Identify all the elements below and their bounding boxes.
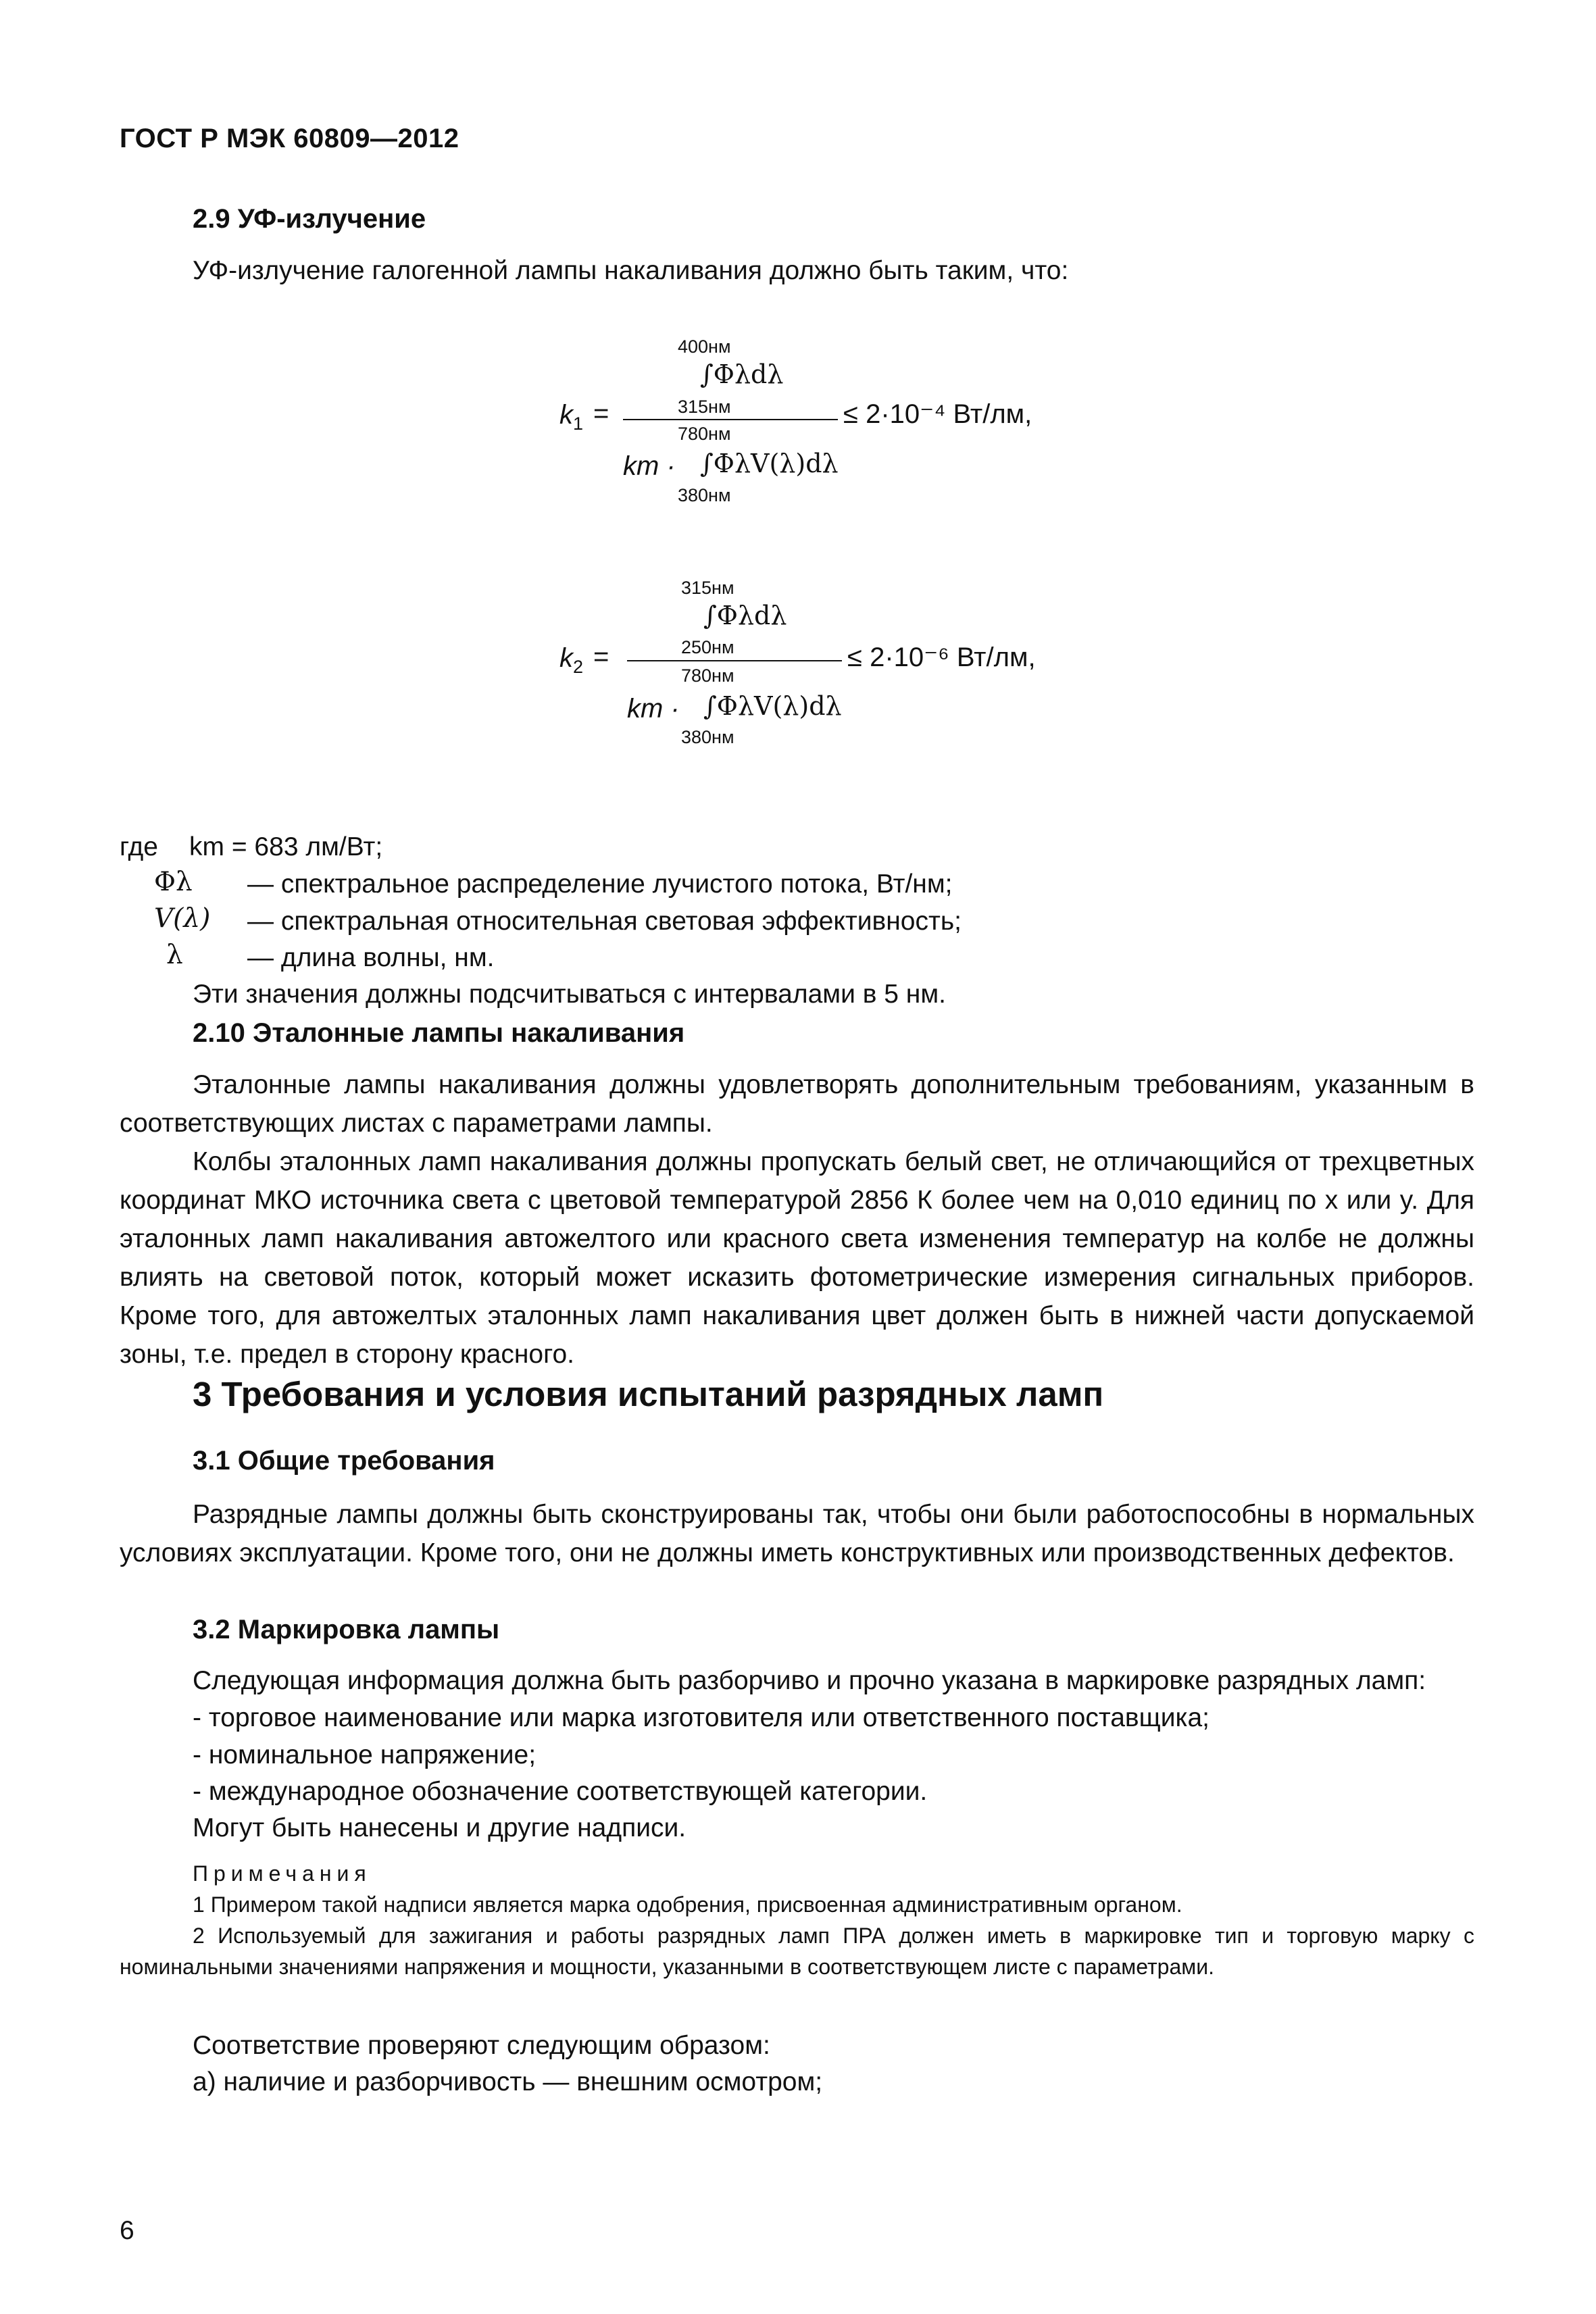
section-3-1-paragraph: Разрядные лампы должны быть сконструированы так, чтобы они были работоспособны в нормальных условиях эксплуатации. Кроме того, они не должны иметь конструктивных или производственных дефектов. [120,1500,1474,1567]
def-phi-text: — спектральное распределение лучистого потока, Вт/нм; [247,870,953,899]
def-lambda-symbol: λ [166,940,183,970]
page-number: 6 [120,2216,134,2245]
formula-k1-den-integrand: ∫ΦλV(λ)dλ [700,449,839,478]
formula-k1-num-lower-limit: 315нм [678,397,731,417]
section-3-1-heading: 3.1 Общие требования [193,1446,495,1476]
where-km-definition: km = 683 лм/Вт; [189,832,383,861]
note-1: 1 Примером такой надписи является марка одобрения, присвоенная административным органом. [193,1892,1182,1917]
formula-k1-num-integrand: ∫Φλdλ [700,359,784,389]
section-3-2-intro: Следующая информация должна быть разборчиво и прочно указана в маркировке разрядных ламп: [193,1666,1426,1695]
formula-k2-den-integrand: ∫ΦλV(λ)dλ [703,691,842,721]
formula-k2-den-km: km · [627,694,680,724]
formula-k2-num-integrand: ∫Φλdλ [703,601,787,630]
def-v-lambda-text: — спектральная относительная световая эффективность; [247,907,962,936]
section-3-heading: 3 Требования и условия испытаний разрядных ламп [193,1375,1104,1413]
formula-k1-fraction-bar [623,419,838,420]
notes-block [120,1858,1474,1982]
formula-k1-rhs: ≤ 2·10⁻⁴ Вт/лм, [843,399,1032,429]
where-prefix: где [120,832,158,861]
section-3-2-list-item-2: - номинальное напряжение; [193,1740,537,1769]
formula-k1-equals: = [593,399,609,428]
def-lambda-text: — длина волны, нм. [247,943,495,972]
document-header: ГОСТ Р МЭК 60809—2012 [120,124,459,153]
section-2-10-paragraph-2: Колбы эталонных ламп накаливания должны пропускать белый свет, не отличающийся от трехцветных координат МКО источника света с цветовой температурой 2856 К более чем на 0,010 единиц по x или y. Для эталонных ламп накаливания автожелтого или красного света изменения температур на колбе не должны влиять на световой поток, который может исказить фотометрические измерения сигнальных приборов. Кроме того, для автожелтых эталонных ламп накаливания цвет должен быть в нижней части допускаемой зоны, т.е. предел в сторону красного. [120,1147,1474,1369]
formula-k2-equals: = [593,642,609,672]
formula-k2-den-upper-limit: 780нм [681,665,734,686]
formula-k1-den-km: km · [623,451,676,481]
check-item-a: а) наличие и разборчивость — внешним осмотром; [193,2067,823,2096]
section-2-10-heading: 2.10 Эталонные лампы накаливания [193,1018,685,1048]
section-3-2-list-item-3: - международное обозначение соответствующей категории. [193,1777,928,1806]
formula-k1-num-upper-limit: 400нм [678,336,731,357]
formula-k2-den-lower-limit: 380нм [681,727,734,747]
section-3-2-heading: 3.2 Маркировка лампы [193,1615,500,1644]
formula-k1-symbol: k [559,400,573,430]
section-2-10-paragraph-1: Эталонные лампы накаливания должны удовлетворять дополнительным требованиям, указанным в соответствующих листах с параметрами лампы. [120,1070,1474,1138]
formula-k2-fraction-bar [627,660,842,661]
notes-title: Примечания [193,1861,372,1886]
section-3-1-body [120,1495,1474,1572]
check-intro: Соответствие проверяют следующим образом: [193,2031,770,2060]
formula-k1-subscript: 1 [573,413,584,434]
section-3-2-list-item-1: - торговое наименование или марка изготовителя или ответственного поставщика; [193,1703,1210,1732]
def-phi-symbol: Φλ [154,867,193,897]
def-v-lambda-symbol: V(λ) [154,903,211,934]
formula-k2-num-lower-limit: 250нм [681,637,734,657]
interval-note: Эти значения должны подсчитываться с интервалами в 5 нм. [193,980,946,1009]
section-2-9-heading: 2.9 УФ-излучение [193,204,426,234]
formula-k2-rhs: ≤ 2·10⁻⁶ Вт/лм, [847,643,1036,672]
formula-k1-den-upper-limit: 780нм [678,424,731,444]
formula-k2-num-upper-limit: 315нм [681,578,734,598]
note-2: 2 Используемый для зажигания и работы разрядных ламп ПРА должен иметь в маркировке тип и торговую марку с номинальными значениями напряжения и мощности, указанными в соответствующем листе с параметрами. [120,1923,1474,1979]
section-3-2-other: Могут быть нанесены и другие надписи. [193,1813,687,1842]
formula-k1-den-lower-limit: 380нм [678,485,731,505]
formula-k2-subscript: 2 [573,657,584,677]
formula-k2-symbol: k [559,643,573,673]
section-2-10-body [120,1065,1474,1374]
section-2-9-intro: УФ-излучение галогенной лампы накаливания должно быть таким, что: [193,256,1069,285]
